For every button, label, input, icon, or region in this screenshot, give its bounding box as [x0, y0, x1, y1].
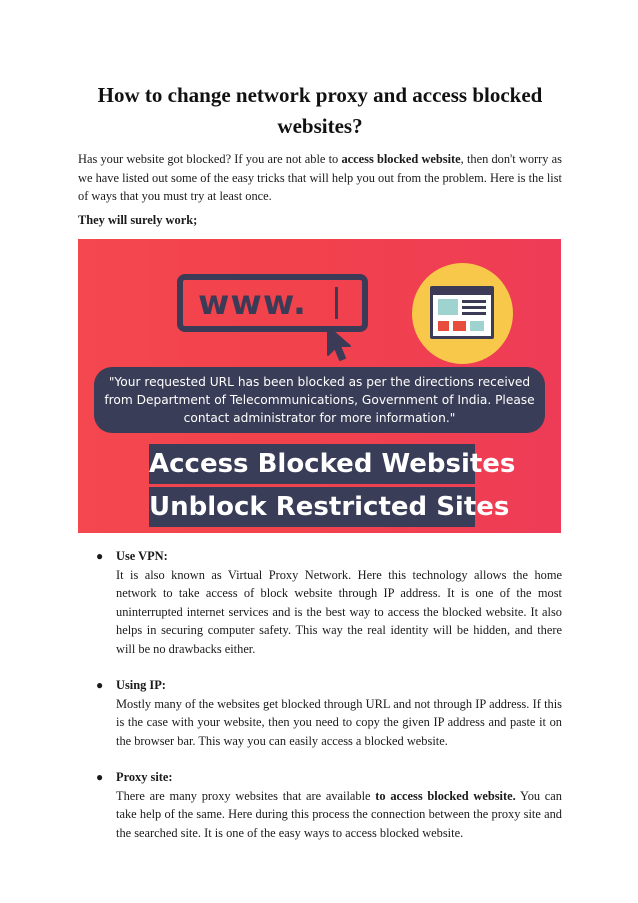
banner-headline-1: Access Blocked Websites	[149, 444, 475, 484]
bullet-icon: ●	[96, 549, 104, 563]
list-item	[78, 768, 562, 842]
item-body-text-2: You can take help of the same. Here during this process the connection between the proxy site and the searched site. It is one of the easy ways to access blocked website.	[116, 788, 562, 840]
browser-window-icon	[430, 286, 494, 339]
item-body-keyword: to access blocked website.	[375, 788, 516, 803]
mouse-pointer-icon	[326, 325, 356, 363]
item-body	[116, 787, 562, 843]
banner-image	[78, 239, 561, 533]
text-caret	[335, 287, 338, 319]
item-body: It is also known as Virtual Proxy Network. Here this technology allows the home network to take access of block website through IP address. It is one of the most uninterrupted internet services and is the best way to access the blocked website. It also helps in securing computer safety. This way the real identity will be hidden, and there will be no drawbacks either.	[116, 567, 562, 656]
intro-text-2: , then don't worry as we have listed out some of the easy tricks that will help you out from the problem. Here is the list of ways that you must try at least once.	[78, 152, 562, 203]
item-title: Proxy site:	[116, 770, 173, 784]
item-title: Using IP:	[116, 678, 166, 692]
url-text: www.	[198, 283, 307, 323]
lead-text: They will surely work;	[78, 213, 198, 227]
item-body: Mostly many of the websites get blocked through URL and not through IP address. If this is the case with your website, then you need to copy the given IP address and paste it on the browser bar. This way you can easily access a blocked website.	[116, 696, 562, 748]
intro-paragraph	[78, 150, 562, 206]
item-body-text-1: There are many proxy websites that are available	[116, 788, 376, 803]
list-item	[78, 676, 562, 750]
item-title: Use VPN:	[116, 549, 168, 563]
bullet-icon: ●	[96, 678, 104, 692]
page-title: How to change network proxy and access blocked websites?	[97, 83, 543, 138]
banner-headline-2: Unblock Restricted Sites	[149, 487, 475, 527]
intro-text-1: Has your website got blocked? If you are not able to	[78, 152, 342, 166]
intro-keyword: access blocked website	[341, 152, 461, 166]
list-item	[78, 547, 562, 658]
bullet-icon: ●	[96, 770, 104, 784]
blocked-notice: "Your requested URL has been blocked as per the directions received from Department of Telecommunications, Government of India. Please contact administrator for more information."	[94, 367, 545, 433]
methods-list	[78, 547, 562, 842]
